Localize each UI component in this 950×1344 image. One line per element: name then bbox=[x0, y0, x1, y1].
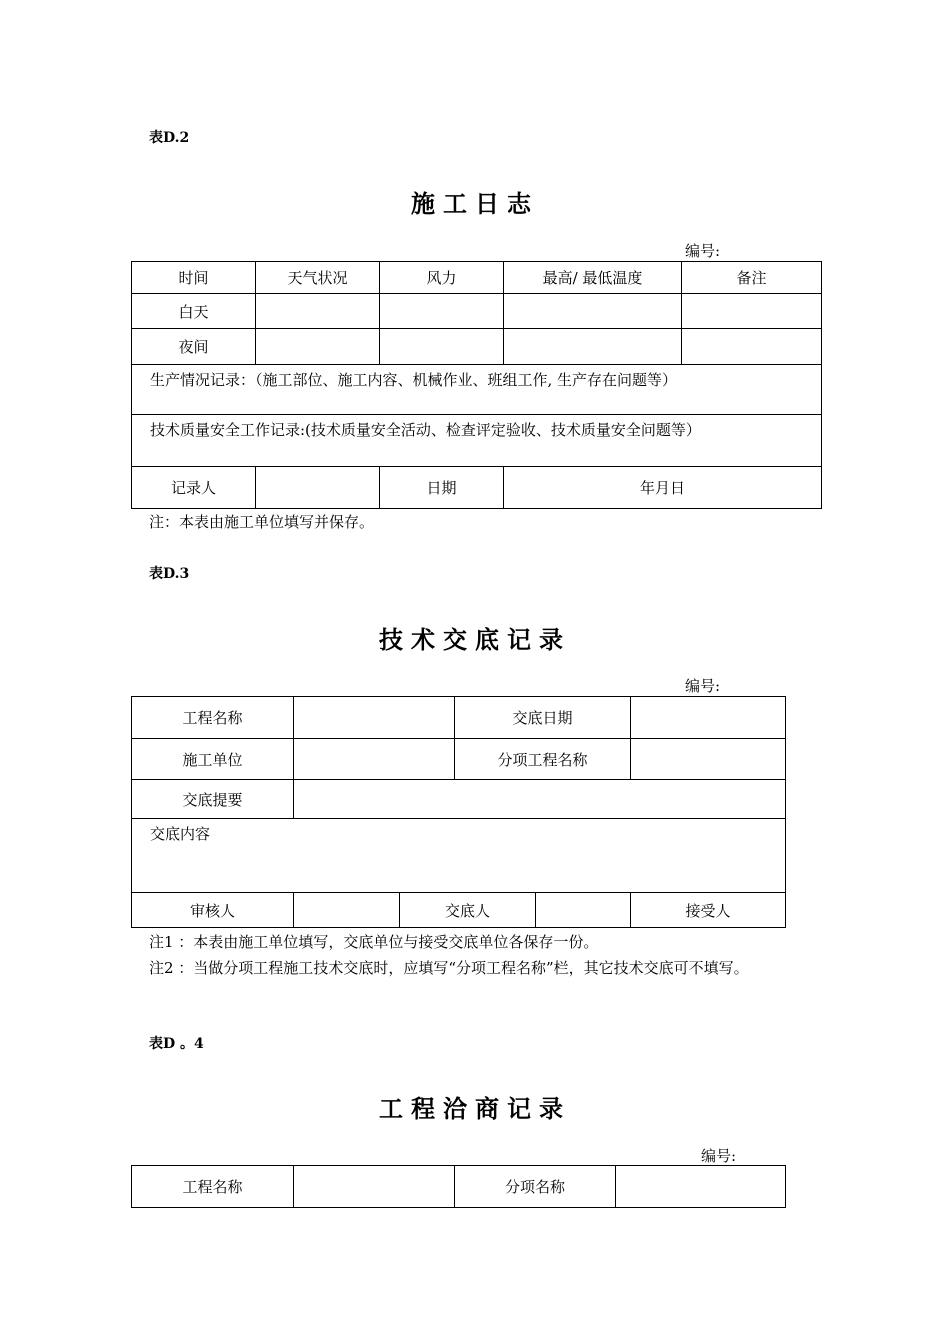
sub-project-name-label: 分项工程名称 bbox=[455, 739, 631, 780]
construction-log-table bbox=[131, 261, 822, 509]
recorder-label: 记录人 bbox=[132, 467, 256, 509]
page-title-d3: 技术交底记录 bbox=[379, 625, 571, 654]
reviewer-label: 审核人 bbox=[132, 893, 294, 928]
table-label-d4: 表D 。4 bbox=[149, 1036, 204, 1052]
handover-date-label: 交底日期 bbox=[455, 697, 631, 739]
header-remarks: 备注 bbox=[682, 262, 822, 294]
number-label-d2: 编号: bbox=[685, 242, 721, 260]
header-wind: 风力 bbox=[380, 262, 504, 294]
project-name-label: 工程名称 bbox=[132, 697, 294, 739]
date-value[interactable]: 年月日 bbox=[504, 467, 822, 509]
recorder-cell[interactable] bbox=[256, 467, 380, 509]
day-temperature-cell[interactable] bbox=[504, 294, 682, 329]
header-weather: 天气状况 bbox=[256, 262, 380, 294]
construction-unit-cell[interactable] bbox=[294, 739, 455, 780]
receiver-label: 接受人 bbox=[631, 893, 786, 928]
d4-project-name-label: 工程名称 bbox=[132, 1166, 294, 1208]
row-label-night: 夜间 bbox=[132, 329, 256, 365]
day-wind-cell[interactable] bbox=[380, 294, 504, 329]
number-label-d3: 编号: bbox=[685, 677, 721, 695]
sub-project-name-cell[interactable] bbox=[631, 739, 786, 780]
day-weather-cell[interactable] bbox=[256, 294, 380, 329]
note-d2: 注：本表由施工单位填写并保存。 bbox=[149, 513, 375, 531]
note1-d3: 注1 ：本表由施工单位填写，交底单位与接受交底单位各保存一份。 bbox=[149, 933, 599, 951]
number-label-d4: 编号: bbox=[701, 1147, 737, 1165]
note2-d3: 注2 ：当做分项工程施工技术交底时，应填写“分项工程名称”栏，其它技术交底可不填写。 bbox=[149, 959, 749, 977]
night-weather-cell[interactable] bbox=[256, 329, 380, 365]
summary-cell[interactable] bbox=[294, 780, 786, 819]
night-temperature-cell[interactable] bbox=[504, 329, 682, 365]
negotiation-record-table bbox=[131, 1165, 786, 1208]
table-label-d3: 表D.3 bbox=[149, 566, 190, 582]
handover-person-label: 交底人 bbox=[400, 893, 536, 928]
row-label-day: 白天 bbox=[132, 294, 256, 329]
reviewer-cell[interactable] bbox=[294, 893, 400, 928]
d4-sub-name-label: 分项名称 bbox=[455, 1166, 616, 1208]
date-label: 日期 bbox=[380, 467, 504, 509]
night-remarks-cell[interactable] bbox=[682, 329, 822, 365]
d4-project-name-cell[interactable] bbox=[294, 1166, 455, 1208]
d4-sub-name-cell[interactable] bbox=[616, 1166, 786, 1208]
summary-label: 交底提要 bbox=[132, 780, 294, 819]
handover-person-cell[interactable] bbox=[536, 893, 631, 928]
quality-record-cell[interactable]: 技术质量安全工作记录:(技术质量安全活动、检查评定验收、技术质量安全问题等） bbox=[132, 415, 822, 467]
production-record-cell[interactable]: 生产情况记录：（施工部位、施工内容、机械作业、班组工作, 生产存在问题等） bbox=[132, 365, 822, 415]
header-time: 时间 bbox=[132, 262, 256, 294]
construction-unit-label: 施工单位 bbox=[132, 739, 294, 780]
table-label-d2: 表D.2 bbox=[149, 130, 190, 146]
project-name-cell[interactable] bbox=[294, 697, 455, 739]
handover-date-cell[interactable] bbox=[631, 697, 786, 739]
header-temperature: 最高/ 最低温度 bbox=[504, 262, 682, 294]
content-cell[interactable]: 交底内容 bbox=[132, 819, 786, 893]
page-title-d4: 工程洽商记录 bbox=[379, 1094, 571, 1123]
day-remarks-cell[interactable] bbox=[682, 294, 822, 329]
technical-handover-table bbox=[131, 696, 786, 928]
page-title-d2: 施工日志 bbox=[411, 189, 539, 218]
night-wind-cell[interactable] bbox=[380, 329, 504, 365]
